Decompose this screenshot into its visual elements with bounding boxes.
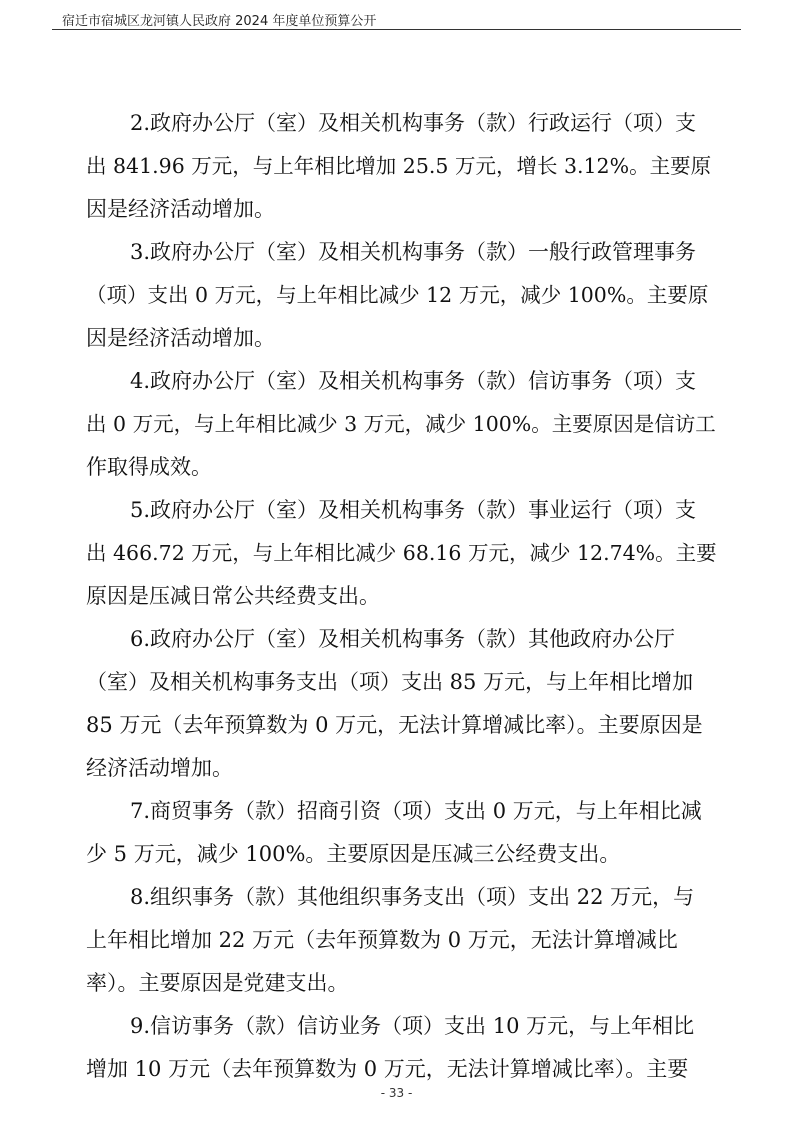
paragraph-line: 经济活动增加。: [86, 756, 233, 780]
header-divider: [52, 29, 741, 30]
paragraph-line: 出 466.72 万元，与上年相比减少 68.16 万元，减少 12.74%。主要: [86, 541, 717, 565]
paragraph-line: 率）。主要原因是党建支出。: [86, 971, 349, 995]
paragraph-line: 因是经济活动增加。: [86, 326, 275, 350]
paragraph-line: 5.政府办公厅（室）及相关机构事务（款）事业运行（项）支: [130, 498, 697, 522]
paragraph-line: 出 0 万元，与上年相比减少 3 万元，减少 100%。主要原因是信访工: [86, 412, 716, 436]
paragraph-line: 85 万元（去年预算数为 0 万元，无法计算增减比率）。主要原因是: [86, 713, 703, 737]
paragraph-line: 6.政府办公厅（室）及相关机构事务（款）其他政府办公厅: [130, 627, 676, 651]
paragraph-line: 出 841.96 万元，与上年相比增加 25.5 万元，增长 3.12%。主要原: [86, 154, 712, 178]
paragraph-line: 7.商贸事务（款）招商引资（项）支出 0 万元，与上年相比减: [130, 799, 702, 823]
paragraph-line: 增加 10 万元（去年预算数为 0 万元，无法计算增减比率）。主要: [86, 1057, 689, 1081]
paragraph-line: 4.政府办公厅（室）及相关机构事务（款）信访事务（项）支: [130, 369, 697, 393]
paragraph-line: 因是经济活动增加。: [86, 197, 275, 221]
paragraph-line: 作取得成效。: [86, 455, 212, 479]
paragraph-line: （项）支出 0 万元，与上年相比减少 12 万元，减少 100%。主要原: [86, 283, 709, 307]
page-header-title: 宿迁市宿城区龙河镇人民政府 2024 年度单位预算公开: [62, 14, 377, 29]
paragraph-line: （室）及相关机构事务支出（项）支出 85 万元，与上年相比增加: [86, 670, 694, 694]
page-number: - 33 -: [380, 1086, 413, 1100]
paragraph-line: 2.政府办公厅（室）及相关机构事务（款）行政运行（项）支: [130, 111, 697, 135]
paragraph-line: 原因是压减日常公共经费支出。: [86, 584, 380, 608]
paragraph-line: 8.组织事务（款）其他组织事务支出（项）支出 22 万元，与: [130, 885, 695, 909]
paragraph-line: 上年相比增加 22 万元（去年预算数为 0 万元，无法计算增减比: [86, 928, 678, 952]
paragraph-line: 9.信访事务（款）信访业务（项）支出 10 万元，与上年相比: [130, 1014, 695, 1038]
paragraph-line: 少 5 万元，减少 100%。主要原因是压减三公经费支出。: [86, 842, 621, 866]
paragraph-line: 3.政府办公厅（室）及相关机构事务（款）一般行政管理事务: [130, 240, 697, 264]
